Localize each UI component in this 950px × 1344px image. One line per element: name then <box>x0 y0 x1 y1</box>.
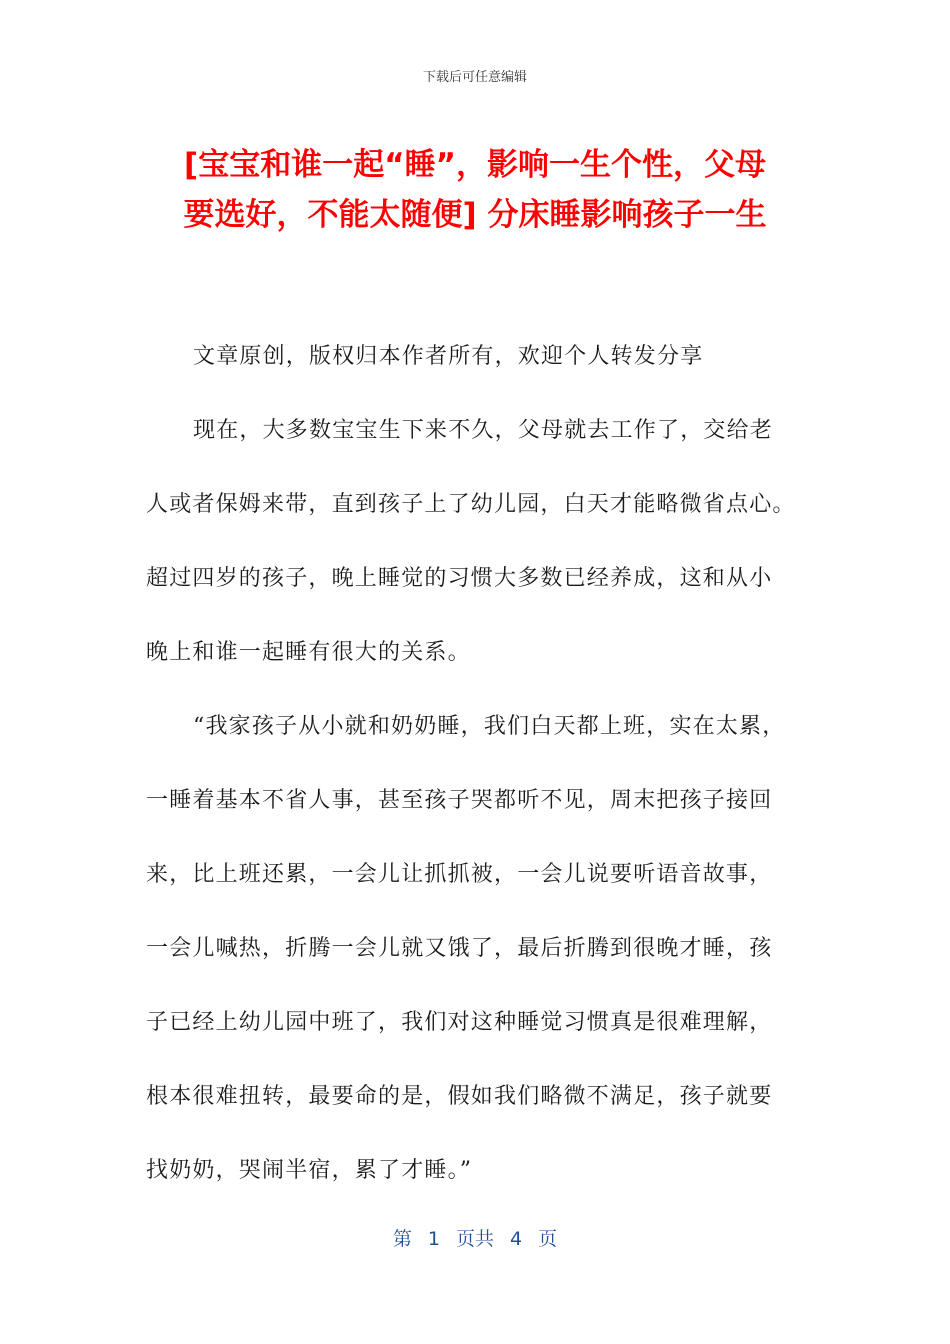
document-title <box>140 140 810 240</box>
paragraph-line: 找奶奶，哭闹半宿，累了才睡。” <box>146 1158 473 1183</box>
header-note: 下载后可任意编辑 <box>422 70 527 85</box>
paragraph-3 <box>146 690 806 1208</box>
title-line-1: [宝宝和谁一起“睡”，影响一生个性，父母 <box>184 147 766 183</box>
paragraph-1 <box>146 320 806 394</box>
paragraph-line: 超过四岁的孩子，晚上睡觉的习惯大多数已经养成，这和从小 <box>146 566 773 591</box>
paragraph-line: 子已经上幼儿园中班了，我们对这种睡觉习惯真是很难理解， <box>146 1010 773 1035</box>
paragraph-line: “我家孩子从小就和奶奶睡，我们白天都上班，实在太累， <box>193 714 786 739</box>
paragraph-line: 来，比上班还累，一会儿让抓抓被，一会儿说要听语音故事， <box>146 862 773 887</box>
paragraph-line: 人或者保姆来带，直到孩子上了幼儿园，白天才能略微省点心。 <box>146 492 796 517</box>
title-line-2: 要选好，不能太随便] 分床睡影响孩子一生 <box>183 197 767 233</box>
paragraph-line: 一睡着基本不省人事，甚至孩子哭都听不见，周末把孩子接回 <box>146 788 773 813</box>
paragraph-line: 晚上和谁一起睡有很大的关系。 <box>146 640 471 665</box>
paragraph-2 <box>146 394 806 690</box>
page-footer: 第 1 页共 4 页 <box>392 1228 558 1250</box>
paragraph-line: 根本很难扭转，最要命的是，假如我们略微不满足，孩子就要 <box>146 1084 773 1109</box>
paragraph-line: 现在，大多数宝宝生下来不久，父母就去工作了，交给老 <box>193 418 774 443</box>
paragraph-line: 文章原创，版权归本作者所有，欢迎个人转发分享 <box>193 344 704 369</box>
document-body <box>146 320 806 1208</box>
paragraph-line: 一会儿喊热，折腾一会儿就又饿了，最后折腾到很晚才睡，孩 <box>146 936 773 961</box>
